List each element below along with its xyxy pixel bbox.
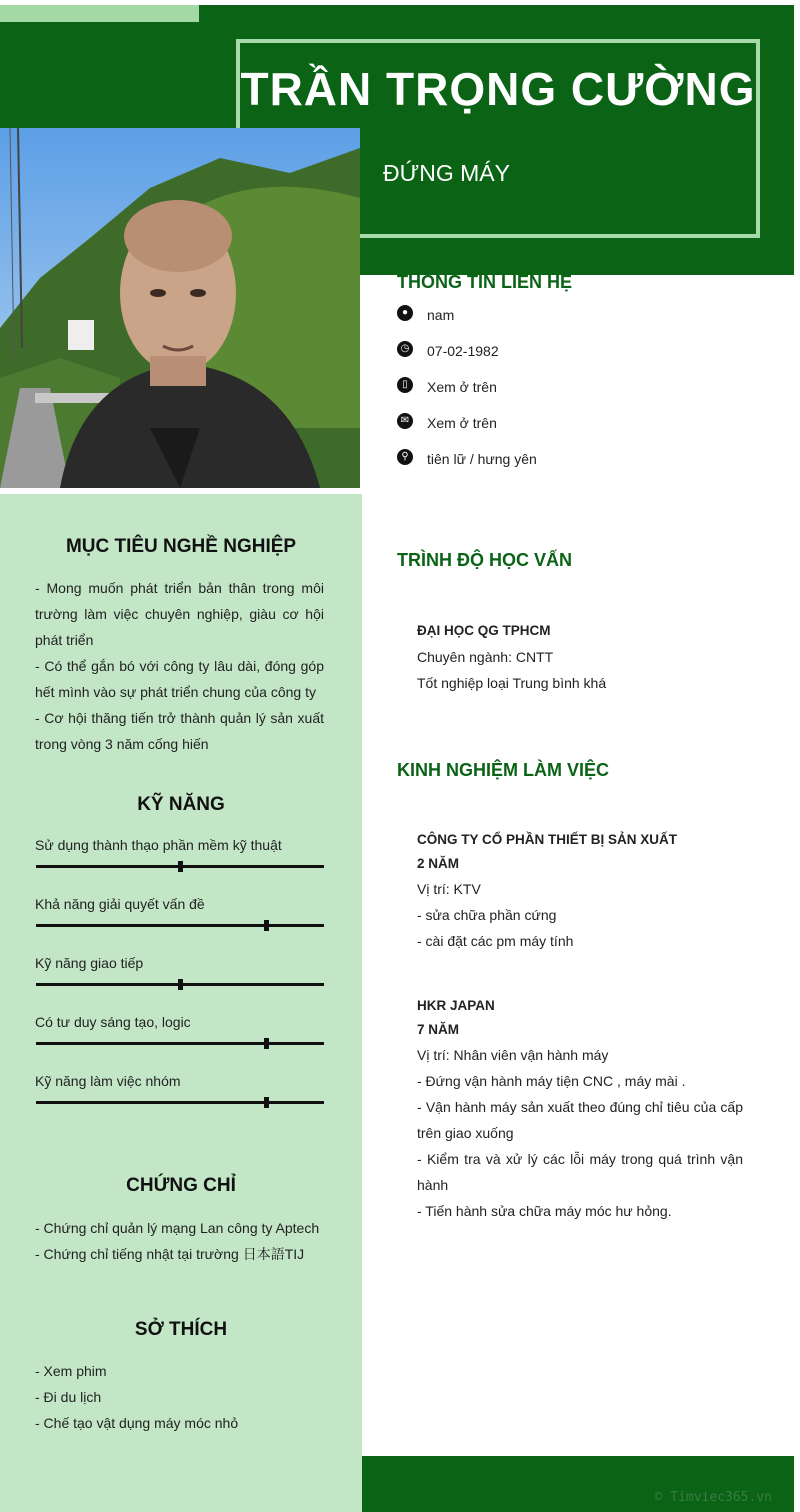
education-major: Chuyên ngành: CNTT xyxy=(417,649,554,665)
job-duty: - Đứng vận hành máy tiện CNC , máy mài . xyxy=(417,1073,686,1089)
contact-address-text: tiên lữ / hưng yên xyxy=(427,451,537,467)
education-entry xyxy=(417,618,743,696)
skill-label: Kỹ năng giao tiếp xyxy=(35,955,144,971)
education-heading: TRÌNH ĐỘ HỌC VẤN xyxy=(397,550,572,570)
skills-heading: KỸ NĂNG xyxy=(137,794,225,815)
job-position: Vị trí: Nhân viên vận hành máy xyxy=(417,1047,609,1063)
skill-bar xyxy=(36,865,324,868)
objective-line: - Có thể gắn bó với công ty lâu dài, đóng góp hết mình vào sự phát triển chung của công ty xyxy=(35,658,324,700)
job-position: Vị trí: KTV xyxy=(417,881,481,897)
certificates-list xyxy=(35,1215,324,1267)
job-duration: 7 NĂM xyxy=(417,1022,460,1037)
clock-icon: ◷ xyxy=(397,341,413,357)
skill-knob xyxy=(178,861,183,872)
skill-knob xyxy=(264,1097,269,1108)
objective-line: - Mong muốn phát triển bản thân trong môi trường làm việc chuyên nghiệp, giàu cơ hội phát triển xyxy=(35,580,324,648)
location-pin-icon: ⚲ xyxy=(397,449,413,465)
experience-entry xyxy=(417,994,743,1224)
experience-entry xyxy=(417,828,743,954)
person-icon: ● xyxy=(397,305,413,321)
skill-knob xyxy=(264,920,269,931)
contact-birthday-text: 07-02-1982 xyxy=(427,343,499,359)
job-duty: - sửa chữa phần cứng xyxy=(417,907,557,923)
contact-gender-text: nam xyxy=(427,307,455,323)
job-duty: - Vận hành máy sản xuất theo đúng chỉ tiêu của cấp trên giao xuống xyxy=(417,1099,743,1141)
hobby-item: - Đi du lịch xyxy=(35,1389,102,1405)
candidate-name: TRẦN TRỌNG CƯỜNG xyxy=(240,63,756,115)
skill-knob xyxy=(178,979,183,990)
company-name: CÔNG TY CỔ PHẦN THIẾT BỊ SẢN XUẤT xyxy=(417,832,678,847)
hobbies-list xyxy=(35,1358,324,1436)
phone-icon: ▯ xyxy=(397,377,413,393)
experience-heading: KINH NGHIỆM LÀM VIỆC xyxy=(397,760,610,780)
skill-label: Có tư duy sáng tạo, logic xyxy=(35,1014,191,1030)
job-duty: - Tiến hành sửa chữa máy móc hư hỏng. xyxy=(417,1203,672,1219)
education-result: Tốt nghiệp loại Trung bình khá xyxy=(417,675,607,691)
skill-bar xyxy=(36,924,324,927)
contact-email-text: Xem ở trên xyxy=(427,415,497,431)
hobby-item: - Xem phim xyxy=(35,1363,107,1379)
skill-bar xyxy=(36,1101,324,1104)
company-name: HKR JAPAN xyxy=(417,998,495,1013)
skill-bar xyxy=(36,1042,324,1045)
header-accent-bar xyxy=(0,5,199,22)
job-title: ĐỨNG MÁY xyxy=(383,160,510,186)
job-duty: - cài đặt các pm máy tính xyxy=(417,933,574,949)
contact-phone-text: Xem ở trên xyxy=(427,379,497,395)
school-name: ĐẠI HỌC QG TPHCM xyxy=(417,623,551,638)
certificates-heading: CHỨNG CHỈ xyxy=(126,1175,236,1196)
objective-line: - Cơ hội thăng tiến trở thành quản lý sản xuất trong vòng 3 năm cống hiến xyxy=(35,710,324,752)
hobby-item: - Chế tạo vật dụng máy móc nhỏ xyxy=(35,1415,239,1431)
skill-knob xyxy=(264,1038,269,1049)
job-duration: 2 NĂM xyxy=(417,856,460,871)
footer-watermark: © Timviec365.vn xyxy=(654,1490,772,1505)
objective-heading: MỤC TIÊU NGHỀ NGHIỆP xyxy=(65,536,297,557)
certificate-item: - Chứng chỉ quản lý mạng Lan công ty Aptech xyxy=(35,1220,320,1236)
objective-text xyxy=(35,575,324,757)
skill-bar xyxy=(36,983,324,986)
certificate-item: - Chứng chỉ tiếng nhật tại trường 日本語TIJ xyxy=(35,1246,305,1262)
skill-label: Sử dụng thành thạo phần mềm kỹ thuật xyxy=(35,837,282,853)
hobbies-heading: SỞ THÍCH xyxy=(134,1319,228,1340)
profile-photo xyxy=(0,128,360,488)
mail-icon: ✉ xyxy=(397,413,413,429)
skill-label: Khả năng giải quyết vấn đề xyxy=(35,896,205,912)
skill-label: Kỹ năng làm việc nhóm xyxy=(35,1073,181,1089)
contact-heading: THÔNG TIN LIÊN HỆ xyxy=(397,272,572,292)
job-duty: - Kiểm tra và xử lý các lỗi máy trong quá trình vận hành xyxy=(417,1151,743,1193)
